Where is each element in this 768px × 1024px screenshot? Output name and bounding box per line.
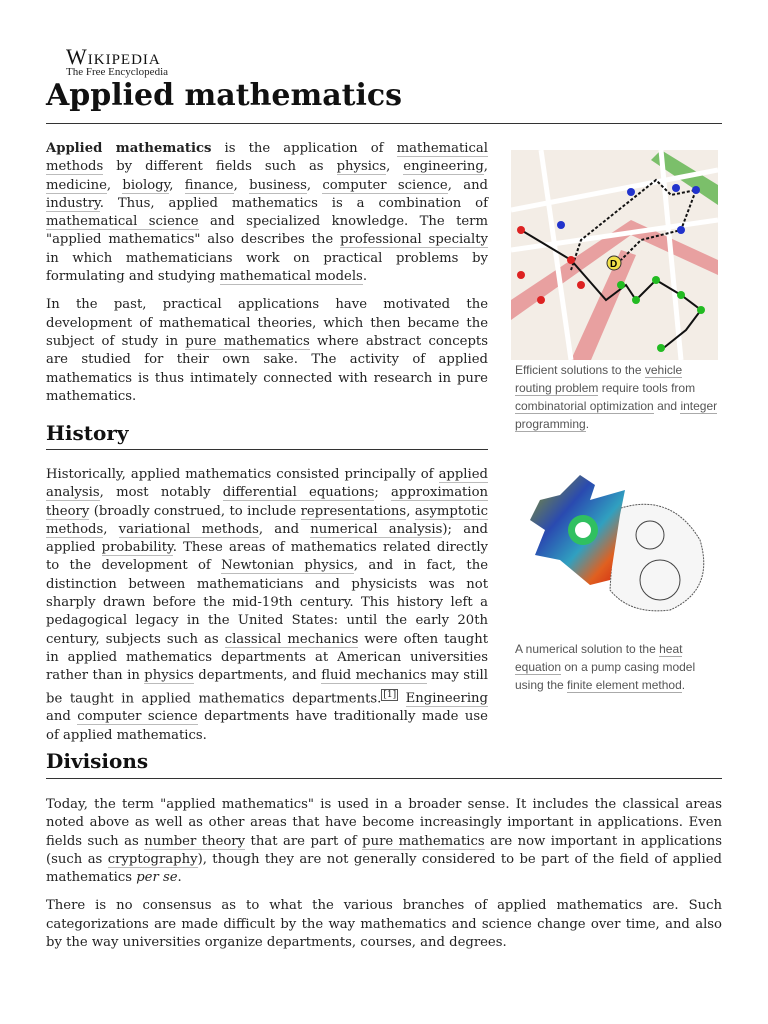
divisions-section [46, 796, 722, 962]
article-link[interactable]: professional specialty [340, 232, 488, 248]
article-link[interactable]: finite element method [567, 678, 682, 692]
vehicle-routing-figure[interactable] [511, 150, 718, 364]
text-run: were often taught in applied mathematics departments at American universities rather than in [46, 631, 488, 684]
text-run: . [362, 269, 368, 285]
text-run: require tools from [598, 381, 696, 395]
text-run: is the application of [211, 141, 397, 156]
section-heading-divisions: Divisions [46, 749, 149, 773]
text-run: In the past, practical applications have motivated the development of mathematical theories, which then became the subject of study in [46, 297, 488, 349]
text-run: departments have traditionally made use of applied mathematics. [46, 709, 488, 743]
section-heading-history: History [46, 421, 129, 445]
text-run: , [386, 159, 404, 175]
text-run: and [46, 709, 78, 725]
article-link[interactable]: approximation theory [46, 485, 489, 519]
text-run: ); and applied [46, 521, 488, 556]
pump-casing-image [520, 470, 712, 615]
text-run: , [169, 177, 185, 193]
text-run: There is no consensus as to what the various branches of applied mathematics are. Such categorizations are made difficult by the way mathematics and science change over time, and also by the way universities organize departments, courses, and degrees. [46, 898, 722, 951]
article-link[interactable]: mathematical models [219, 269, 363, 285]
article-link[interactable]: physics [144, 668, 194, 684]
text-run: . Thus, applied mathematics is a combination of [99, 195, 488, 211]
article-link[interactable]: classical mechanics [224, 631, 359, 647]
article-link[interactable]: industry [46, 195, 100, 211]
text-run: and [653, 399, 681, 413]
wikipedia-logo[interactable] [66, 44, 168, 78]
divisions-paragraph [46, 897, 722, 952]
vehicle-routing-map-image [511, 150, 718, 360]
text-run: Efficient solutions to the [515, 363, 645, 377]
text-run: A numerical solution to the [515, 642, 660, 656]
text-run: , [483, 159, 488, 175]
article-link[interactable]: integer programming [515, 399, 718, 431]
article-link[interactable]: vehicle routing problem [515, 363, 683, 395]
text-run: on a pump casing model using the [515, 660, 696, 692]
history-paragraph [46, 466, 488, 745]
text-run: Historically, applied mathematics consisted principally of [46, 467, 439, 482]
text-run: departments, and [193, 668, 322, 684]
figure-caption [515, 361, 720, 433]
article-link[interactable]: Engineering [405, 690, 488, 706]
text-run: , [406, 503, 415, 519]
text-run: Applied mathematics [46, 141, 212, 156]
text-run: , and [258, 521, 311, 537]
heat-equation-figure[interactable] [520, 470, 712, 619]
text-run: . [585, 417, 590, 431]
article-link[interactable]: biology [122, 177, 170, 193]
article-link[interactable]: engineering [403, 159, 484, 175]
article-link[interactable]: medicine [46, 177, 107, 193]
text-run [398, 691, 406, 706]
text-run: . [177, 870, 182, 886]
history-divider [46, 449, 488, 450]
intro-paragraph [46, 140, 488, 286]
article-link[interactable]: variational methods [118, 521, 259, 537]
text-run: Today, the term "applied mathematics" is used in a broader sense. It includes the classical areas noted above as well as other areas that have become increasingly important in applications. Even fields such as [46, 797, 722, 849]
text-run: , and in fact, the distinction between mathematicians and physicists was not sharply drawn before the mid-19th century. This history left a pedagogical legacy in the United States: until the early 20th century, subjects such as [46, 558, 488, 647]
text-run: , [233, 177, 250, 193]
text-run: (broadly construed, to include [89, 503, 301, 519]
text-run: in which mathematicians work on practical problems by formulating and studying [46, 250, 488, 285]
article-link[interactable]: numerical analysis [310, 521, 443, 537]
text-run: by different fields such as [103, 159, 337, 175]
logo-wordmark: Wikipedia [66, 44, 161, 69]
text-run: that are part of [245, 833, 363, 849]
text-run: , [306, 177, 323, 193]
intro-paragraph [46, 296, 488, 406]
page-title: Applied mathematics [46, 78, 403, 113]
article-link[interactable]: finance [184, 177, 234, 193]
text-run: ; [374, 485, 392, 501]
article-link[interactable]: applied analysis [46, 467, 488, 501]
article-link[interactable]: combinatorial optimization [515, 399, 654, 413]
text-run: per se [136, 870, 178, 886]
text-run: , [106, 177, 123, 193]
divisions-divider [46, 778, 722, 779]
text-run: , most notably [99, 485, 223, 501]
divisions-paragraph [46, 796, 722, 887]
article-link[interactable]: representations [300, 503, 407, 519]
text-run: , [103, 521, 119, 537]
article-link[interactable]: number theory [144, 833, 246, 849]
article-link[interactable]: Newtonian physics [221, 558, 354, 574]
text-run: may still be taught in applied mathematics departments. [46, 668, 488, 706]
logo-tagline: The Free Encyclopedia [66, 66, 169, 78]
article-link[interactable]: probability [101, 540, 173, 556]
article-link[interactable]: computer science [77, 709, 198, 725]
history-section [46, 466, 488, 755]
article-link[interactable]: pure mathematics [362, 833, 485, 849]
depot-marker: D [610, 259, 618, 270]
article-link[interactable]: mathematical science [46, 214, 199, 230]
text-run: , and [447, 177, 489, 193]
text-run: where abstract concepts are studied for their own sake. The activity of applied mathematics is thus intimately connected with research in pure mathematics. [46, 333, 488, 404]
article-link[interactable]: computer science [322, 177, 448, 193]
article-link[interactable]: physics [336, 159, 387, 175]
article-link[interactable]: fluid mechanics [321, 668, 427, 684]
text-run: . These areas of mathematics related directly to the development of [46, 540, 488, 574]
intro-section [46, 140, 488, 416]
text-run: and specialized knowledge. The term "applied mathematics" also describes the [46, 214, 488, 248]
article-link[interactable]: mathematical methods [46, 141, 488, 175]
article-link[interactable]: heat equation [515, 642, 683, 674]
citation-link[interactable]: [1] [383, 689, 397, 700]
text-run: . [681, 678, 686, 692]
figure-caption [515, 640, 720, 694]
title-divider [46, 123, 722, 124]
article-link[interactable]: differential equations [222, 485, 375, 501]
text-run: are now important in applications (such as [46, 833, 722, 867]
text-run: ), though they are not generally considered to be part of the field of applied mathematics [46, 851, 722, 886]
article-link[interactable]: asymptotic methods [46, 503, 488, 537]
article-link[interactable]: cryptography [107, 851, 198, 867]
article-link[interactable]: business [249, 177, 307, 193]
article-link[interactable]: pure mathematics [185, 333, 310, 349]
